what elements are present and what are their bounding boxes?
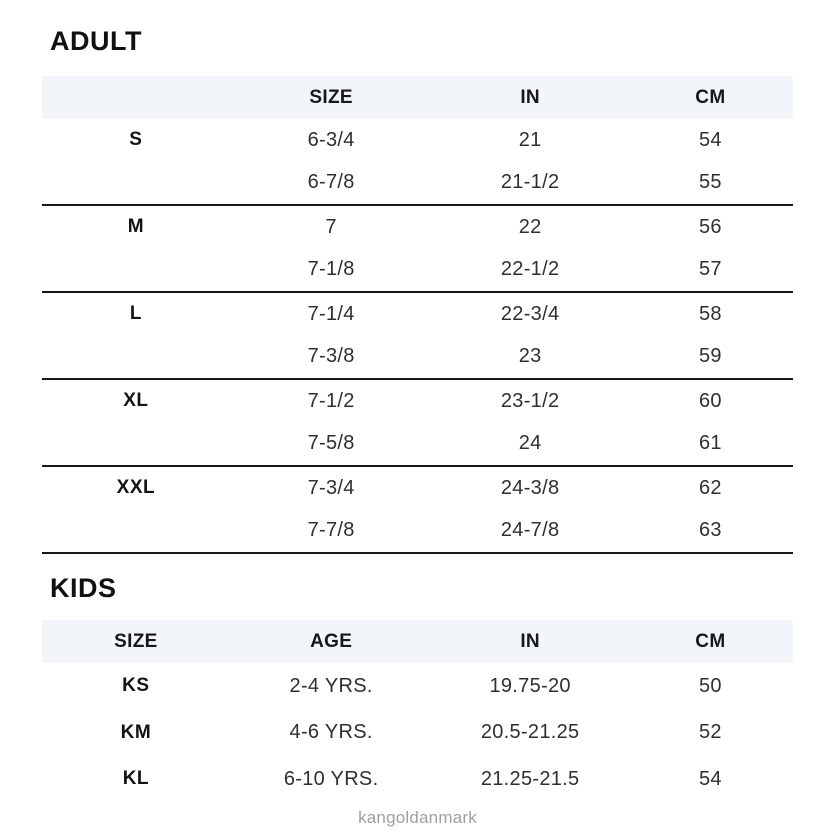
cell-size: 6-7/8 bbox=[307, 171, 355, 194]
table-row bbox=[42, 249, 793, 292]
cell-size: 7-7/8 bbox=[307, 519, 355, 542]
table-row bbox=[42, 710, 793, 757]
kids-size-table bbox=[42, 620, 793, 803]
size-group-label: XL bbox=[123, 390, 149, 412]
size-group-label: XXL bbox=[116, 477, 156, 499]
kids-table-header-row bbox=[42, 620, 793, 663]
cell-size: 7 bbox=[325, 215, 337, 238]
cell-in: 21 bbox=[518, 128, 542, 151]
cell-in: 21.25-21.5 bbox=[480, 767, 580, 790]
size-group-m bbox=[42, 206, 793, 293]
kids-header-in: IN bbox=[520, 630, 540, 652]
cell-age: 2-4 YRS. bbox=[289, 674, 373, 697]
cell-age: 4-6 YRS. bbox=[289, 721, 373, 744]
cell-kids-size: KL bbox=[122, 768, 150, 790]
cell-cm: 61 bbox=[698, 432, 722, 455]
cell-size: 6-3/4 bbox=[307, 128, 355, 151]
adult-table-header-row bbox=[42, 76, 793, 119]
cell-cm: 55 bbox=[698, 171, 722, 194]
cell-cm: 50 bbox=[698, 674, 722, 697]
cell-in: 22-1/2 bbox=[500, 258, 560, 281]
size-group-label: M bbox=[127, 216, 145, 238]
cell-size: 7-3/4 bbox=[307, 476, 355, 499]
cell-kids-size: KM bbox=[120, 721, 152, 743]
cell-in: 21-1/2 bbox=[500, 171, 560, 194]
watermark-text: kangoldanmark bbox=[358, 807, 477, 827]
adult-section-title: ADULT bbox=[50, 26, 142, 56]
table-row bbox=[42, 293, 793, 336]
table-row bbox=[42, 336, 793, 379]
cell-size: 7-3/8 bbox=[307, 345, 355, 368]
cell-size: 7-1/4 bbox=[307, 302, 355, 325]
cell-cm: 60 bbox=[698, 389, 722, 412]
cell-cm: 54 bbox=[698, 128, 722, 151]
cell-in: 23 bbox=[518, 345, 542, 368]
cell-size: 7-1/8 bbox=[307, 258, 355, 281]
cell-cm: 58 bbox=[698, 302, 722, 325]
table-row bbox=[42, 162, 793, 205]
size-group-l bbox=[42, 293, 793, 380]
table-row bbox=[42, 467, 793, 510]
cell-in: 24 bbox=[518, 432, 542, 455]
cell-in: 19.75-20 bbox=[489, 674, 571, 697]
table-row bbox=[42, 663, 793, 710]
size-group-s bbox=[42, 119, 793, 206]
cell-size: 7-1/2 bbox=[307, 389, 355, 412]
cell-in: 22 bbox=[518, 215, 542, 238]
cell-in: 20.5-21.25 bbox=[480, 721, 580, 744]
adult-header-cm: CM bbox=[695, 86, 726, 108]
cell-age: 6-10 YRS. bbox=[283, 767, 379, 790]
cell-in: 24-3/8 bbox=[500, 476, 560, 499]
kids-header-age: AGE bbox=[310, 630, 353, 652]
table-row bbox=[42, 380, 793, 423]
table-row bbox=[42, 119, 793, 162]
cell-in: 24-7/8 bbox=[500, 519, 560, 542]
size-group-xxl bbox=[42, 467, 793, 554]
cell-cm: 63 bbox=[698, 519, 722, 542]
size-group-label: S bbox=[129, 129, 143, 151]
cell-size: 7-5/8 bbox=[307, 432, 355, 455]
adult-header-in: IN bbox=[520, 86, 540, 108]
adult-header-size: SIZE bbox=[309, 86, 353, 108]
cell-cm: 57 bbox=[698, 258, 722, 281]
kids-header-cm: CM bbox=[695, 630, 726, 652]
table-row bbox=[42, 510, 793, 553]
kids-section-title: KIDS bbox=[50, 573, 117, 603]
cell-in: 23-1/2 bbox=[500, 389, 560, 412]
adult-size-table bbox=[42, 76, 793, 554]
cell-cm: 59 bbox=[698, 345, 722, 368]
table-row bbox=[42, 756, 793, 803]
kids-header-size: SIZE bbox=[114, 630, 158, 652]
table-row bbox=[42, 423, 793, 466]
size-group-xl bbox=[42, 380, 793, 467]
cell-cm: 62 bbox=[698, 476, 722, 499]
size-group-label: L bbox=[129, 303, 142, 325]
cell-cm: 54 bbox=[698, 767, 722, 790]
cell-cm: 56 bbox=[698, 215, 722, 238]
table-row bbox=[42, 206, 793, 249]
cell-kids-size: KS bbox=[122, 675, 150, 697]
cell-in: 22-3/4 bbox=[500, 302, 560, 325]
cell-cm: 52 bbox=[698, 721, 722, 744]
